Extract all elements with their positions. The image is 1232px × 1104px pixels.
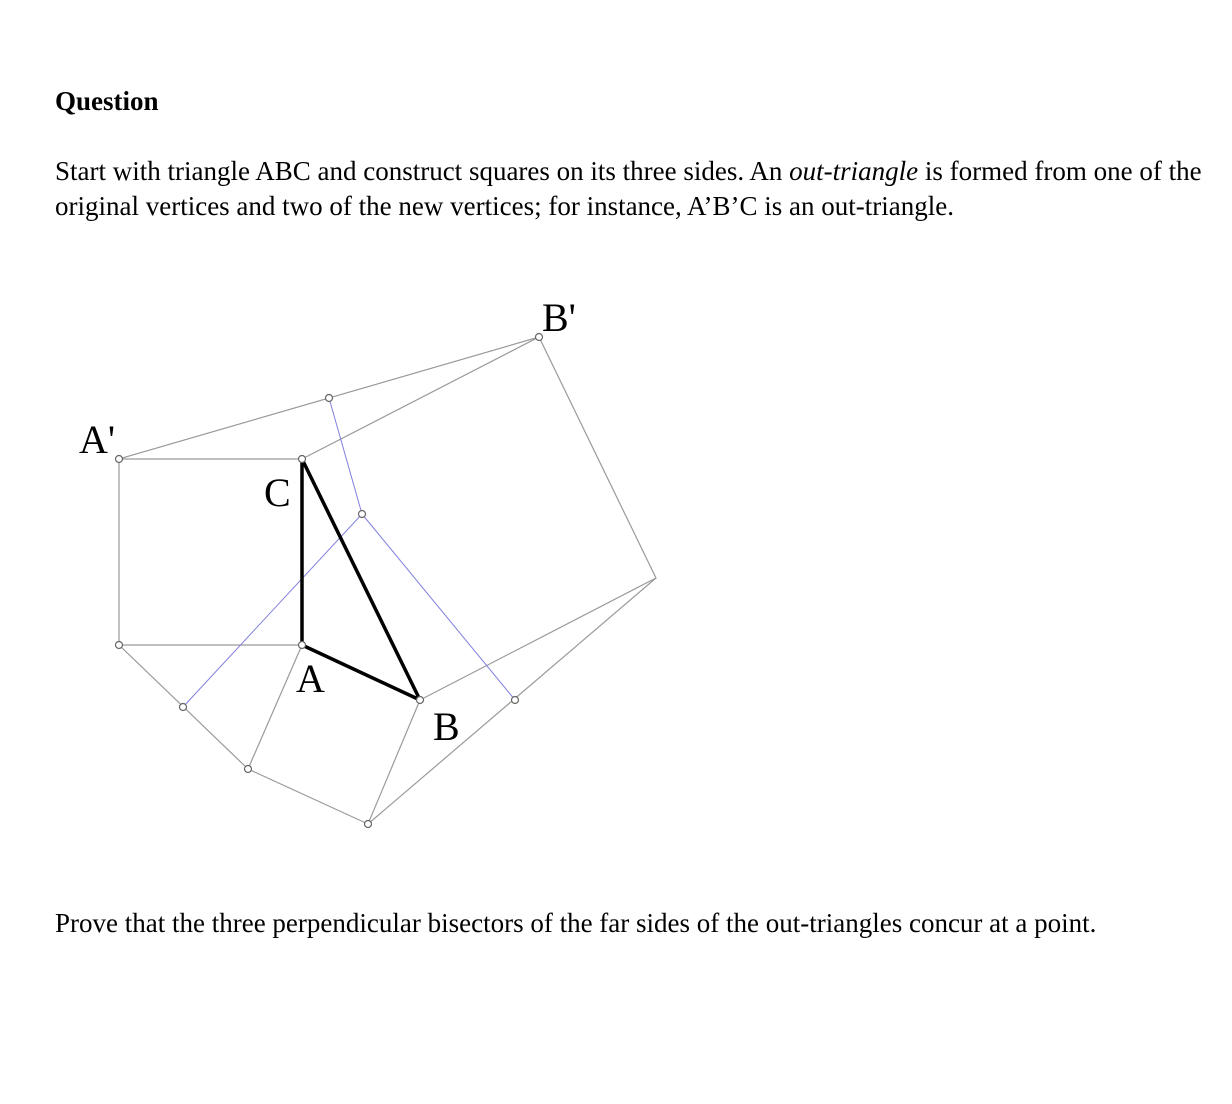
- points: [116, 334, 543, 828]
- point-a-prime: [116, 456, 123, 463]
- square-on-bc: [302, 337, 656, 700]
- point-a: [299, 642, 306, 649]
- bisector-right: [362, 514, 515, 700]
- intro-text-start: Start with triangle ABC and construct squares on its three sides. An: [55, 156, 790, 186]
- label-b: B: [433, 704, 460, 749]
- bisector-top: [329, 398, 362, 514]
- question-prompt: Prove that the three perpendicular bisectors of the far sides of the out-triangles concur at a point.: [55, 908, 1097, 938]
- label-a-prime: A': [79, 417, 116, 462]
- point-c: [299, 456, 306, 463]
- label-c: C: [264, 470, 291, 515]
- bisector-left: [183, 514, 362, 707]
- point-bottom-square: [365, 821, 372, 828]
- construction-lines: [119, 337, 656, 824]
- point-midpoint-top: [326, 395, 333, 402]
- square-on-ab: [248, 645, 420, 824]
- point-midpoint-left: [180, 704, 187, 711]
- label-b-prime: B': [542, 295, 576, 340]
- intro-text-end: is formed from one of the original vertices and two of the new vertices; for instance, A’B’C is an out-triangle.: [55, 156, 1202, 221]
- point-midpoint-right: [512, 697, 519, 704]
- question-heading: Question: [55, 86, 159, 116]
- point-bottom-left-square: [245, 766, 252, 773]
- point-b: [417, 697, 424, 704]
- point-left-bottom: [116, 642, 123, 649]
- point-concurrence: [359, 511, 366, 518]
- intro-term-out-triangle: out-triangle: [789, 156, 919, 186]
- label-a: A: [296, 656, 325, 701]
